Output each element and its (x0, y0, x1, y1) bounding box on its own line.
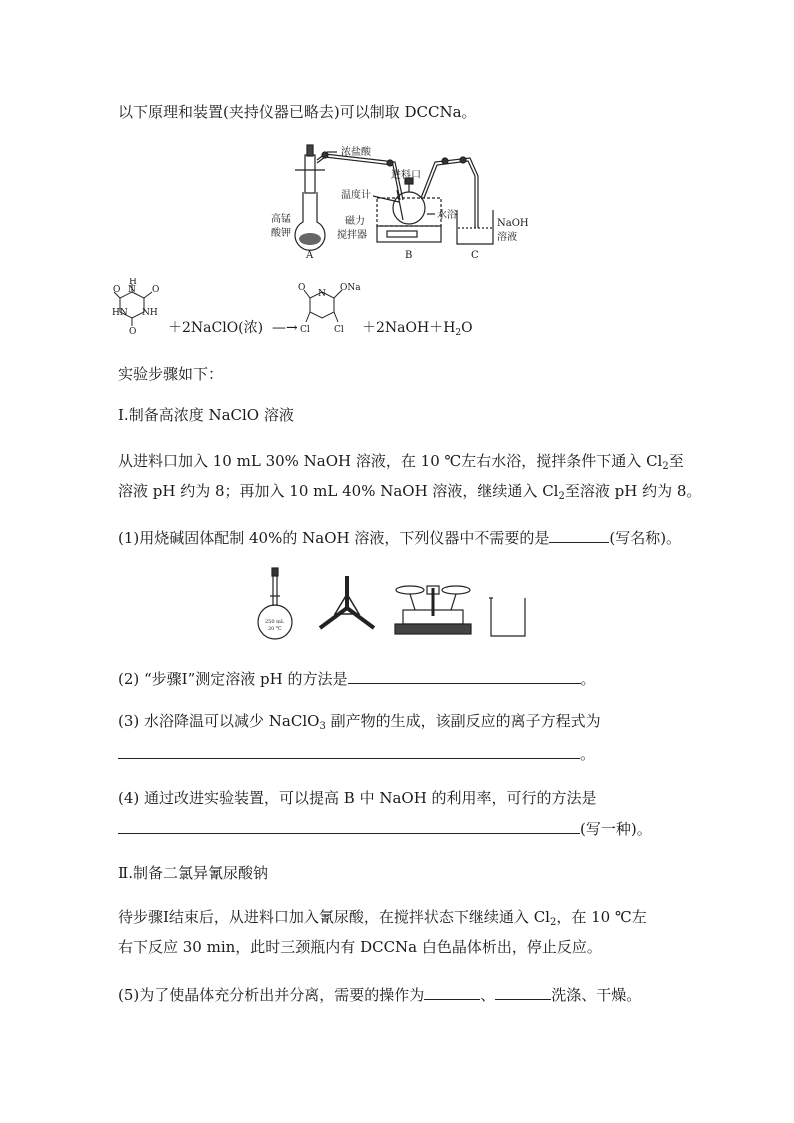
r-o1: O (113, 285, 121, 295)
label-kmno4-2: 酸钾 (271, 228, 291, 239)
part2-paragraph-line1: 待步骤Ⅰ结束后，从进料口加入氰尿酸，在搅拌状态下继续通入 $Cl_2$，在 10 ℃左 (118, 908, 647, 928)
intro-text: 以下原理和装置(夹持仪器已略去)可以制取 DCCNa。 (118, 103, 477, 121)
question-2: (2) “步骤Ⅰ”测定溶液 pH 的方法是 。 (118, 670, 596, 688)
label-naoh-1: NaOH (497, 218, 529, 229)
question-4: (4) 通过改进实验装置，可以提高 B 中 NaOH 的利用率，可行的方法是 (118, 789, 597, 807)
label-conc-hcl: 浓盐酸 (341, 147, 371, 158)
clay-triangle-icon (320, 576, 374, 628)
p-ona: ONa (340, 283, 361, 293)
question-3-answer: 。 (118, 743, 595, 764)
p-cl2: Cl (334, 325, 344, 335)
r-h2: HN (112, 308, 128, 318)
reaction-equation (112, 278, 512, 340)
r-h1: H (129, 278, 137, 287)
label-stirrer-2: 搅拌器 (337, 230, 367, 241)
answer-blank-5a[interactable] (424, 984, 480, 1000)
label-thermometer: 温度计 (341, 190, 371, 201)
beaker-icon (489, 598, 525, 636)
r-o3: O (129, 327, 137, 337)
r-n2: NH (142, 308, 158, 318)
answer-blank-2[interactable] (348, 668, 581, 684)
label-stirrer-1: 磁力 (345, 216, 365, 227)
r-o2: O (152, 285, 160, 295)
part2-title: Ⅱ.制备二氯异氰尿酸钠 (118, 864, 268, 882)
balance-icon (395, 586, 471, 634)
label-water-bath: 水浴 (437, 210, 457, 221)
answer-blank-4[interactable] (118, 818, 580, 834)
part1-paragraph-line1: 从进料口加入 10 mL 30% NaOH 溶液，在 10 ℃左右水浴，搅拌条件下通入 $Cl_2$至 (118, 452, 684, 472)
label-c: C (471, 250, 479, 261)
answer-blank-1[interactable] (549, 527, 609, 543)
label-b: B (405, 250, 413, 261)
label-inlet: 进料口 (391, 170, 421, 181)
label-a: A (306, 250, 314, 261)
part1-title: Ⅰ.制备高浓度 NaClO 溶液 (118, 406, 294, 424)
question-3: (3) 水浴降温可以减少 NaClO$_3$ 副产物的生成，该副反应的离子方程式为 (118, 712, 601, 732)
reagent-text: ＋2NaClO(浓) (168, 320, 264, 336)
label-naoh-2: 溶液 (497, 232, 517, 243)
question-4-answer: (写一种)。 (118, 818, 652, 839)
p-o1: O (298, 283, 306, 293)
answer-blank-3[interactable] (118, 743, 580, 759)
r-n1: N (128, 285, 136, 295)
part2-paragraph-line2: 右下反应 30 min，此时三颈瓶内有 DCCNa 白色晶体析出，停止反应。 (118, 938, 602, 956)
volumetric-flask-icon (258, 568, 292, 639)
question-5: (5)为了使晶体充分析出并分离，需要的操作为 、 洗涤、干燥。 (118, 986, 642, 1004)
products-text: $+2NaOH+H_2O$ (362, 320, 473, 338)
p-cl1: Cl (300, 325, 310, 335)
question-1: (1)用烧碱固体配制 40%的 NaOH 溶液，下列仪器中不需要的是 (写名称)。 (118, 529, 682, 547)
reaction-arrow: —→ (272, 320, 298, 336)
apparatus-figure (265, 140, 545, 262)
instruments-figure (255, 566, 535, 642)
flask-label-temp: 20 ℃ (268, 626, 282, 632)
part1-paragraph-line2: 溶液 pH 约为 8；再加入 10 mL 40% NaOH 溶液，继续通入 $Cl_2$至溶液 pH 约为 8。 (118, 482, 702, 502)
flask-label-volume: 250 mL (265, 619, 285, 625)
p-n: N (318, 289, 326, 299)
label-kmno4-1: 高锰 (271, 214, 291, 225)
answer-blank-5b[interactable] (495, 984, 551, 1000)
steps-title: 实验步骤如下： (118, 365, 224, 383)
